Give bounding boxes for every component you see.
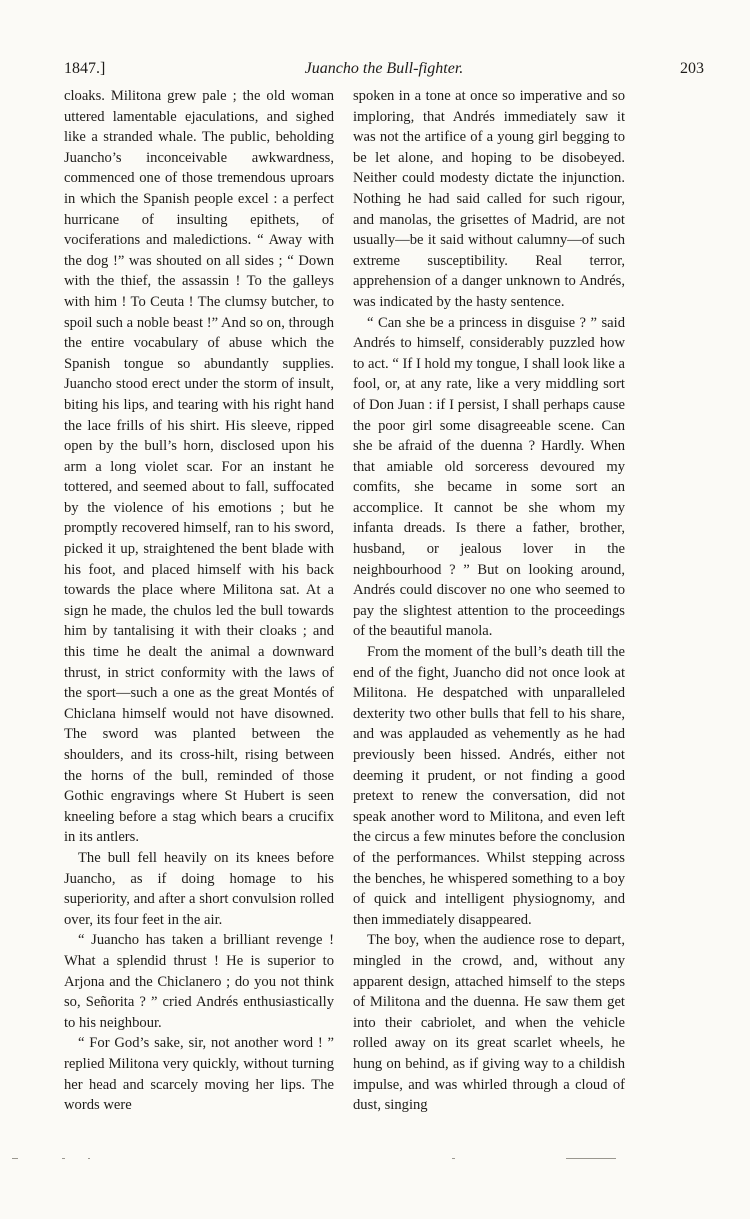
paragraph: From the moment of the bull’s death till the end of the fight, Juancho did not once look at Militona. He despatched with unparalleled dexterity two other bulls that fell to his share, and was applauded as vehemently as he had previously been hissed. Andrés, either not deeming it prudent, or not finding a good pretext to renew the conversation, did not speak another word to Militona, and even left the circus a few minutes before the conclusion of the performances. Whilst stepping across the benches, he whispered something to a boy of quick and intelligent physiognomy, and then immediately disappeared. [353,644,625,928]
speck [62,1158,65,1159]
header-year: 1847.] [64,60,106,77]
paragraph: The bull fell heavily on its knees before Juancho, as if doing homage to his superiority, and after a short convulsion rolled over, its four feet in the air. [64,849,334,928]
speck [566,1158,616,1159]
paragraph: “ For God’s sake, sir, not another word ! ” replied Militona very quickly, without turning her head and scarcely moving her lips. The words were [64,1035,334,1114]
page-number: 203 [680,60,704,77]
speck [12,1158,18,1159]
running-header [64,60,704,82]
left-column [64,86,334,1116]
right-column [353,86,625,1116]
paragraph: “ Can she be a princess in disguise ? ” said Andrés to himself, considerably puzzled how to act. “ If I hold my tongue, I shall look like a fool, or, at any rate, like a very middling sort of Don Juan : if I persist, I shall perhaps cause the poor girl some disagreeable scene. Can she be afraid of the duenna ? Hardly. When that amiable old sorceress devoured my comfits, she became in some sort an accomplice. It cannot be she whom my infanta dreads. Is there a father, brother, husband, or jealous lover in the neighbourhood ? ” But on looking around, Andrés could discover no one who seemed to pay the slightest attention to the proceedings of the beautiful manola. [353,314,625,640]
speck [452,1158,455,1159]
header-title: Juancho the Bull-fighter. [304,60,464,77]
paragraph: spoken in a tone at once so imperative and so imploring, that Andrés immediately saw it was not the artifice of a young girl begging to be let alone, and hoping to be disobeyed. Neither could modesty dictate the injunction. Nothing he had said called for such rigour, and manolas, the grisettes of Madrid, are not usually—be it said without calumny—of such extreme susceptibility. Real terror, apprehension of a danger unknown to Andrés, was indicated by the hasty sentence. [353,88,625,310]
paragraph: The boy, when the audience rose to depart, mingled in the crowd, and, without any apparent design, attached himself to the steps of Militona and the duenna. He saw them get into their cabriolet, and when the vehicle rolled away on its great scarlet wheels, he hung on behind, as if giving way to a childish impulse, and was whirled through a cloud of dust, singing [353,932,625,1114]
paragraph: cloaks. Militona grew pale ; the old woman uttered lamentable ejaculations, and sighed like a stranded whale. The public, beholding Juancho’s inconceivable awkwardness, commenced one of those tremendous uproars in which the Spanish people excel : a perfect hurricane of insulting epithets, of vociferations and maledictions. “ Away with the dog !” was shouted on all sides ; “ Down with the thief, the assassin ! To the galleys with him ! To Ceuta ! The clumsy butcher, to spoil such a noble beast !” And so on, through the entire vocabulary of abuse which the Spanish tongue so abundantly supplies. Juancho stood erect under the storm of insult, biting his lips, and tearing with his right hand the lace frills of his shirt. His sleeve, ripped open by the bull’s horn, disclosed upon his arm a long violet scar. For an instant he tottered, and seemed about to fall, suffocated by the violence of his emotions ; but he promptly recovered himself, ran to his sword, picked it up, straightened the bent blade with his foot, and placed himself with his back towards the place where Militona sat. At a sign he made, the chulos led the bull towards him by tantalising it with their cloaks ; and this time he dealt the animal a downward thrust, in strict conformity with the laws of the sport—such a one as the great Montés of Chiclana himself would not have disowned. The sword was planted between the shoulders, and its cross-hilt, rising between the horns of the bull, reminded of those Gothic engravings where St Hubert is seen kneeling before a stag which bears a crucifix in its antlers. [64,88,334,846]
paragraph: “ Juancho has taken a brilliant revenge ! What a splendid thrust ! He is superior to Arjona and the Chiclanero ; do you not think so, Señorita ? ” cried Andrés enthusiastically to his neighbour. [64,932,334,1031]
scan-specks [0,1158,750,1168]
speck [88,1158,90,1159]
